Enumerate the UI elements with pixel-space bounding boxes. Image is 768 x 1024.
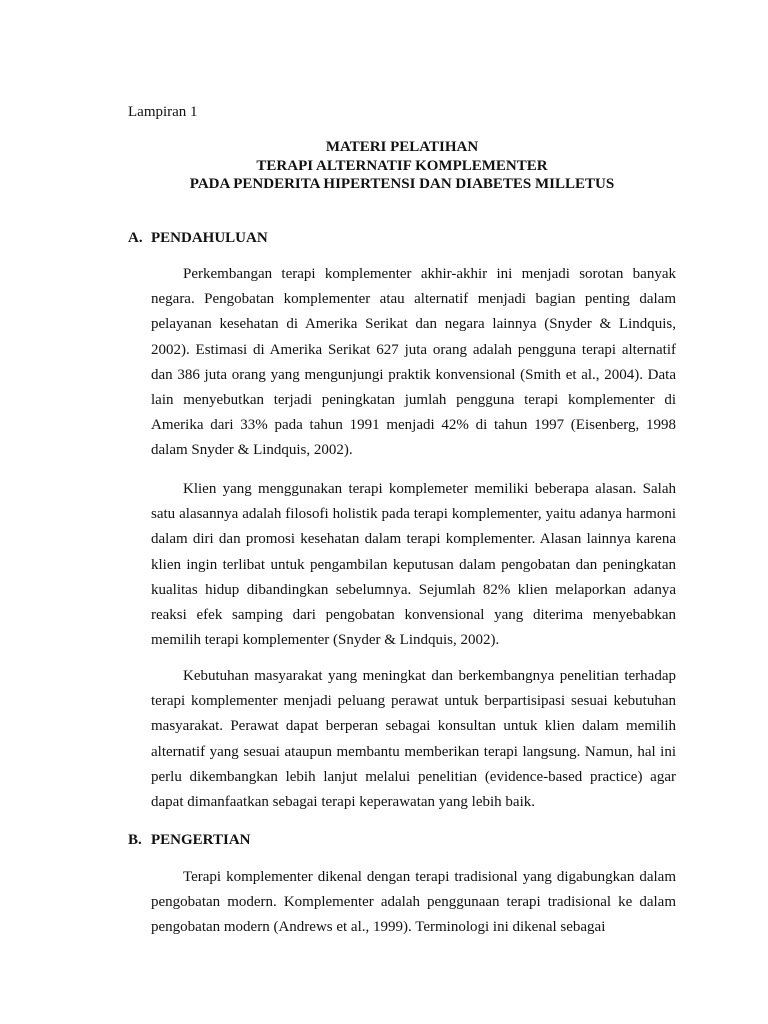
section-heading-pendahuluan (128, 228, 268, 248)
paragraph: Terapi komplementer dikenal dengan terapi tradisional yang digabungkan dalam pengobatan modern. Komplementer adalah penggunaan terapi tradisional ke dalam pengobatan modern (Andrews et al., 1999). Terminologi ini dikenal sebagai (151, 869, 676, 936)
section-letter: B. (128, 832, 142, 848)
title-line-1: MATERI PELATIHAN (325, 139, 479, 155)
appendix-label: Lampiran 1 (128, 104, 198, 120)
title-line-2: TERAPI ALTERNATIF KOMPLEMENTER (256, 157, 548, 174)
document-title (128, 138, 676, 194)
paragraph: Klien yang menggunakan terapi komplemeter memiliki beberapa alasan. Salah satu alasannya adalah filosofi holistik pada terapi komplementer, yaitu adanya harmoni dalam diri dan promosi kesehatan dalam terapi komplementer. Alasan lainnya karena klien ingin terlibat untuk pengambilan keputusan dalam pengobatan dan peningkatan kualitas hidup dibandingkan sebelumnya. Sejumlah 82% klien melaporkan adanya reaksi efek samping dari pengobatan konvensional yang diterima menyebabkan memilih terapi komplementer (Snyder & Lindquis, 2002). (151, 481, 676, 649)
section-letter: A. (128, 230, 143, 246)
paragraph: Kebutuhan masyarakat yang meningkat dan berkembangnya penelitian terhadap terapi komplementer menjadi peluang perawat untuk berpartisipasi sesuai kebutuhan masyarakat. Perawat dapat berperan sebagai konsultan untuk klien dalam memilih alternatif yang sesuai ataupun membantu memberikan terapi langsung. Namun, hal ini perlu dikembangkan lebih lanjut melalui penelitian (evidence-based practice) agar dapat dimanfaatkan sebagai terapi keperawatan yang lebih baik. (151, 668, 676, 811)
title-line-3: PADA PENDERITA HIPERTENSI DAN DIABETES MILLETUS (189, 176, 615, 192)
section-title: PENGERTIAN (151, 832, 251, 848)
paragraph: Perkembangan terapi komplementer akhir-akhir ini menjadi sorotan banyak negara. Pengobatan komplementer atau alternatif menjadi bagian penting dalam pelayanan kesehatan di Amerika Serikat dan negara lainnya (Snyder & Lindquis, 2002). Estimasi di Amerika Serikat 627 juta orang adalah pengguna terapi alternatif dan 386 juta orang yang mengunjungi praktik konvensional (Smith et al., 2004). Data lain menyebutkan terjadi peningkatan jumlah pengguna terapi komplementer di Amerika dari 33% pada tahun 1991 menjadi 42% di tahun 1997 (Eisenberg, 1998 dalam Snyder & Lindquis, 2002). (151, 266, 676, 459)
section-title: PENDAHULUAN (151, 230, 268, 246)
section-heading-pengertian (128, 830, 251, 850)
